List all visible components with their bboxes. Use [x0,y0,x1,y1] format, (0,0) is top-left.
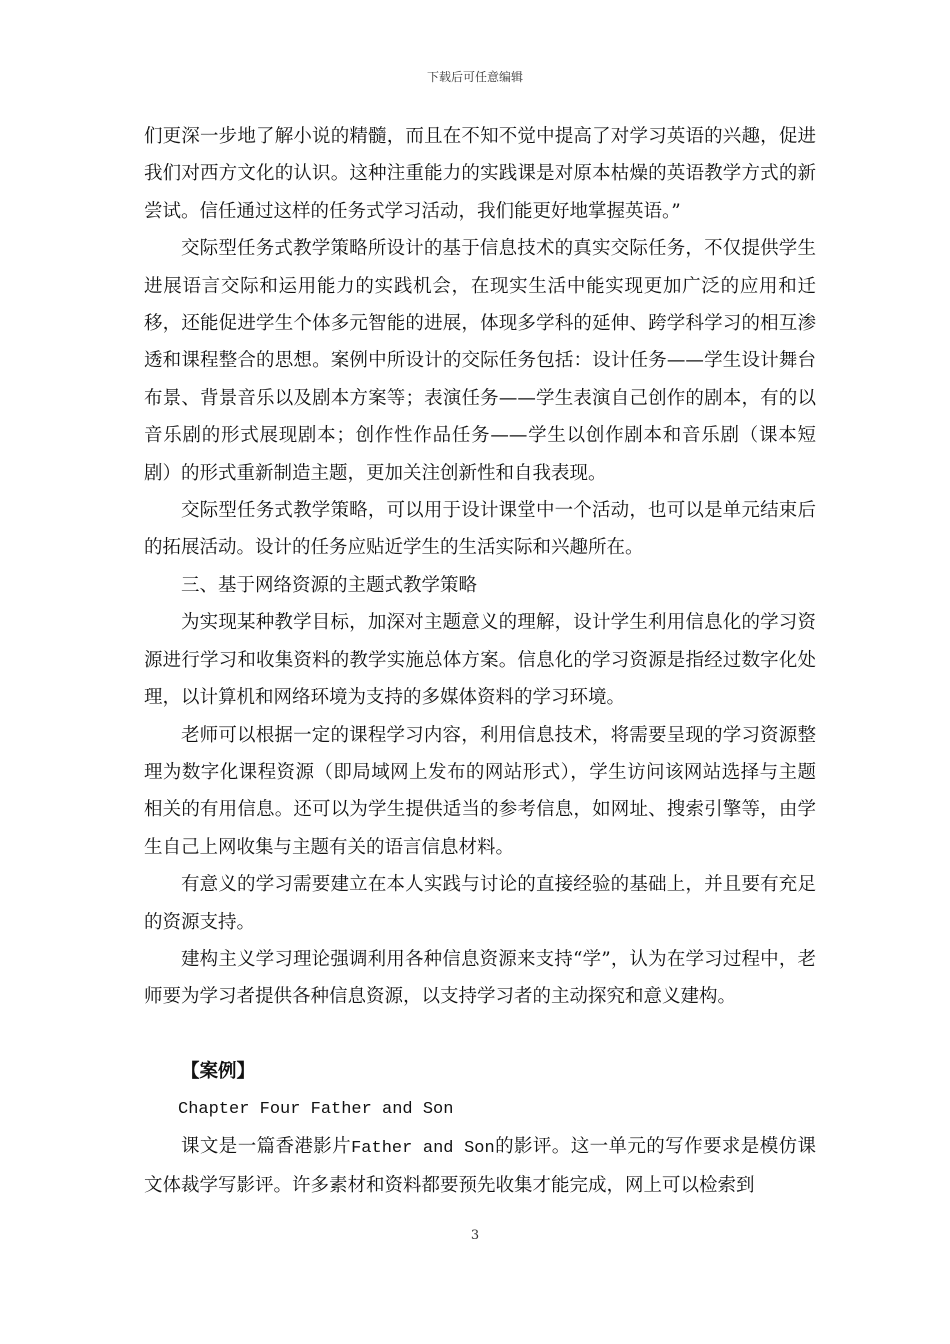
case-paragraph [144,1128,816,1205]
paragraph: 建构主义学习理论强调利用各种信息资源来支持“学”，认为在学习过程中，老师要为学习者提供各种信息资源，以支持学习者的主动探究和意义建构。 [144,948,816,1008]
case-film-title: Father and Son [351,1138,495,1158]
section-heading: 三、基于网络资源的主题式教学策略 [181,574,478,596]
paragraph-continuation: 们更深一步地了解小说的精髓，而且在不知不觉中提高了对学习英语的兴趣，促进我们对西方文化的认识。这种注重能力的实践课是对原本枯燥的英语教学方式的新尝试。信任通过这样的任务式学习活动，我们能更好地掌握英语。” [144,126,816,222]
paragraph: 为实现某种教学目标，加深对主题意义的理解，设计学生利用信息化的学习资源进行学习和收集资料的教学实施总体方案。信息化的学习资源是指经过数字化处理，以计算机和网络环境为支持的多媒体资料的学习环境。 [144,612,816,709]
paragraph: 交际型任务式教学策略，可以用于设计课堂中一个活动，也可以是单元结束后的拓展活动。设计的任务应贴近学生的生活实际和兴趣所在。 [144,500,816,559]
page-header: 下载后可任意编辑 [426,70,523,84]
case-text-before: 课文是一篇香港影片 [181,1135,352,1157]
blank-line [144,1016,816,1053]
paragraph: 交际型任务式教学策略所设计的基于信息技术的真实交际任务，不仅提供学生进展语言交际和运用能力的实践机会，在现实生活中能实现更加广泛的应用和迁移，还能促进学生个体多元智能的进展，体现多学科的延伸、跨学科学习的相互渗透和课程整合的思想。案例中所设计的交际任务包括：设计任务——学生设计舞台布景、背景音乐以及剧本方案等；表演任务——学生表演自己创作的剧本，有的以音乐剧的形式展现剧本；创作性作品任务——学生以创作剧本和音乐剧（课本短剧）的形式重新制造主题，更加关注创新性和自我表现。 [144,238,816,484]
paragraph: 老师可以根据一定的课程学习内容，利用信息技术，将需要呈现的学习资源整理为数字化课程资源（即局域网上发布的网站形式），学生访问该网站选择与主题相关的有用信息。还可以为学生提供适当的参考信息，如网址、搜索引擎等，由学生自己上网收集与主题有关的语言信息材料。 [144,724,816,858]
case-chapter-title: Chapter Four Father and Son [178,1099,454,1119]
paragraph: 有意义的学习需要建立在本人实践与讨论的直接经验的基础上，并且要有充足的资源支持。 [144,874,816,933]
case-heading: 【案例】 [181,1061,256,1083]
document-body [144,118,816,1205]
case-text-after: 的影评。这一单元的写作要求是模仿课文体裁学写影评。许多素材和资料都要预先收集才能完成，网上可以检索到 [144,1135,816,1197]
page-number: 3 [470,1228,480,1243]
